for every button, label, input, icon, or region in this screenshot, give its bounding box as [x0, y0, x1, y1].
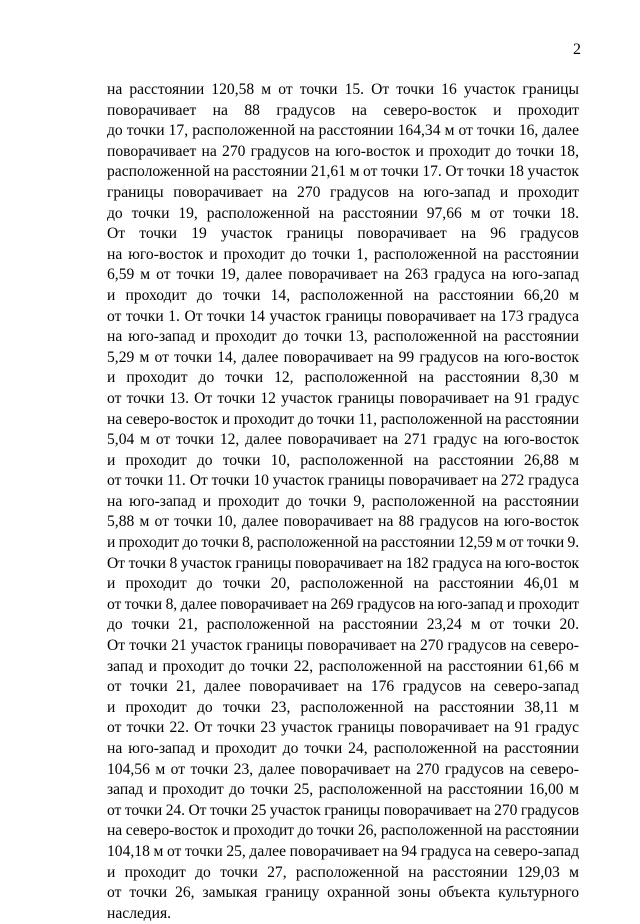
text-line: границы поворачивает на 270 градусов на юго-запад и проходит [107, 183, 579, 201]
text-line: и проходит до точки 14, расположенной на расстоянии 66,20 м [107, 286, 579, 304]
text-line: и проходит до точки 20, расположенной на расстоянии 46,01 м [107, 575, 579, 593]
text-line: от точки 24. От точки 25 участок границы поворачивает на 270 градусов [107, 801, 579, 819]
text-line: на северо-восток и проходит до точки 11, расположенной на расстоянии [107, 410, 579, 428]
document-body [107, 80, 579, 924]
text-line: на юго-запад и проходит до точки 9, расположенной на расстоянии [107, 492, 579, 510]
text-line: и проходит до точки 10, расположенной на расстоянии 26,88 м [107, 451, 579, 469]
text-line: 5,88 м от точки 10, далее поворачивает на 88 градусов на юго-восток [107, 513, 579, 531]
text-line: 5,04 м от точки 12, далее поворачивает на 271 градус на юго-восток [107, 431, 579, 449]
text-line: и проходит до точки 27, расположенной на расстоянии 129,03 м [107, 863, 579, 881]
text-line: до точки 21, расположенной на расстоянии 23,24 м от точки 20. [107, 616, 579, 634]
text-line: запад и проходит до точки 22, расположенной на расстоянии 61,66 м [107, 657, 579, 675]
text-line: на юго-запад и проходит до точки 13, расположенной на расстоянии [107, 328, 579, 346]
text-line: на юго-запад и проходит до точки 24, расположенной на расстоянии [107, 740, 579, 757]
text-line: наследия. [107, 904, 172, 922]
text-line: от точки 13. От точки 12 участок границы поворачивает на 91 градус [107, 389, 579, 407]
text-line: расположенной на расстоянии 21,61 м от точки 17. От точки 18 участок [107, 163, 579, 181]
text-line: от точки 8, далее поворачивает на 269 градусов на юго-запад и проходит [107, 595, 579, 613]
text-line: и проходит до точки 23, расположенной на расстоянии 38,11 м [107, 698, 579, 716]
text-line: от точки 21, далее поворачивает на 176 градусов на северо-запад [107, 678, 579, 696]
page-number: 2 [573, 41, 581, 58]
text-line: 5,29 м от точки 14, далее поворачивает на 99 градусов на юго-восток [107, 348, 579, 366]
text-line: От точки 8 участок границы поворачивает на 182 градуса на юго-восток [107, 554, 579, 572]
text-line: до точки 17, расположенной на расстоянии 164,34 м от точки 16, далее [107, 122, 579, 140]
text-line: от точки 22. От точки 23 участок границы поворачивает на 91 градус [107, 719, 579, 737]
text-line: 104,56 м от точки 23, далее поворачивает на 270 градусов на северо- [107, 760, 579, 778]
text-line: до точки 19, расположенной на расстоянии 97,66 м от точки 18. [107, 204, 579, 222]
text-line: от точки 1. От точки 14 участок границы поворачивает на 173 градуса [107, 307, 579, 325]
text-line: поворачивает на 88 градусов на северо-восток и проходит [107, 101, 579, 119]
text-line: на расстоянии 120,58 м от точки 15. От точки 16 участок границы [107, 81, 579, 98]
text-line: От точки 21 участок границы поворачивает на 270 градусов на северо- [107, 637, 579, 655]
text-line: От точки 19 участок границы поворачивает на 96 градусов [107, 225, 579, 243]
text-line: 6,59 м от точки 19, далее поворачивает на 263 градуса на юго-запад [107, 266, 579, 284]
text-line: от точки 26, замыкая границу охранной зоны объекта культурного [107, 884, 579, 902]
text-line: на северо-восток и проходит до точки 26, расположенной на расстоянии [107, 822, 579, 840]
text-line: и проходит до точки 12, расположенной на расстоянии 8,30 м [107, 369, 579, 387]
text-line: 104,18 м от точки 25, далее поворачивает на 94 градуса на северо-запад [107, 842, 579, 860]
text-line: на юго-восток и проходит до точки 1, расположенной на расстоянии [107, 245, 579, 263]
text-line: от точки 11. От точки 10 участок границы поворачивает на 272 градуса [107, 472, 579, 490]
text-line: и проходит до точки 8, расположенной на расстоянии 12,59 м от точки 9. [107, 534, 579, 552]
text-line: запад и проходит до точки 25, расположенной на расстоянии 16,00 м [107, 781, 579, 799]
text-line: поворачивает на 270 градусов на юго-восток и проходит до точки 18, [107, 142, 579, 160]
